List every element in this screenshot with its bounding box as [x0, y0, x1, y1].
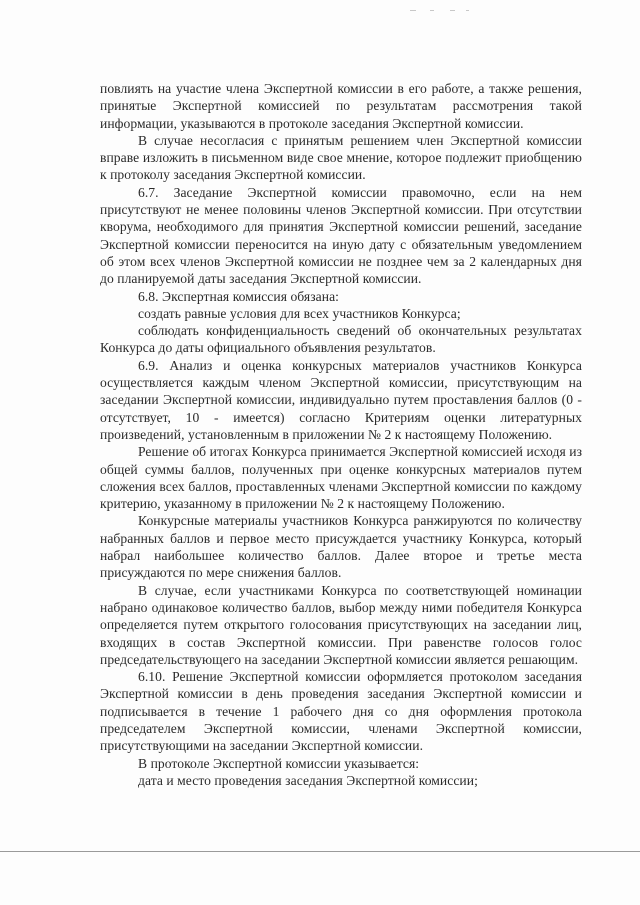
list-item-equal-conditions: создать равные условия для всех участников Конкурса;: [138, 305, 461, 321]
paragraph-tie-break: В случае, если участниками Конкурса по соответствующей номинации набрано одинаковое количество баллов, выбор между ними победителя Конкурса определяется путем открытого голосования присутствующих на заседании лиц, входящих в состав Экспертной комиссии. При равенстве голосов голос председательствующего на заседании Экспертной комиссии является решающим.: [100, 582, 582, 667]
list-item-date-place: дата и место проведения заседания Экспертной комиссии;: [138, 772, 478, 788]
document-body: [100, 80, 582, 789]
paragraph-continuation: повлиять на участие члена Экспертной комиссии в его работе, а также решения, принятые Экспертной комиссией по результатам рассмотрения такой информации, указываются в протоколе заседания Экспертной комиссии.: [100, 81, 582, 131]
scan-artifact: [450, 10, 455, 11]
paragraph-disagreement: В случае несогласия с принятым решением член Экспертной комиссии вправе изложить в письменном виде свое мнение, которое подлежит приобщению к протоколу заседания Экспертной комиссии.: [100, 132, 582, 183]
paragraph-6-9: 6.9. Анализ и оценка конкурсных материалов участников Конкурса осуществляется каждым членом Экспертной комиссии, присутствующим на заседании Экспертной комиссии, индивидуально путем проставления баллов (0 - отсутствует, 10 - имеется) согласно Критериям оценки литературных произведений, установленным в приложении № 2 к настоящему Положению.: [100, 357, 582, 442]
paragraph-protocol-contents: В протоколе Экспертной комиссии указывается:: [138, 755, 420, 771]
scan-artifact: [466, 10, 469, 11]
paragraph-6-10: 6.10. Решение Экспертной комиссии оформляется протоколом заседания Экспертной комиссии в день проведения заседания Экспертной комиссии и подписывается в течение 1 рабочего дня со дня оформления протокола председателем Экспертной комиссии, членами Экспертной комиссии, присутствующими на заседании Экспертной комиссии.: [100, 669, 582, 754]
scan-artifact: [430, 10, 434, 11]
paragraph-6-7: 6.7. Заседание Экспертной комиссии правомочно, если на нем присутствуют не менее половины членов Экспертной комиссии. При отсутствии кворума, необходимого для принятия Экспертной комиссии решений, заседание Экспертной комиссии переносится на иную дату с обязательным уведомлением об этом всех членов Экспертной комиссии не позднее чем за 2 календарных дня до планируемой даты заседания Экспертной комиссии.: [100, 184, 582, 287]
list-item-confidentiality: соблюдать конфиденциальность сведений об окончательных результатах Конкурса до даты официального объявления результатов.: [100, 323, 582, 356]
paragraph-ranking: Конкурсные материалы участников Конкурса ранжируются по количеству набранных баллов и первое место присуждается участнику Конкурса, который набрал наибольшее количество баллов. Далее второе и третье места присуждаются по мере снижения баллов.: [100, 513, 582, 581]
page-bottom-edge: [0, 851, 640, 852]
paragraph-6-8: 6.8. Экспертная комиссия обязана:: [138, 288, 339, 304]
scan-artifact: [410, 10, 416, 11]
paragraph-decision-results: Решение об итогах Конкурса принимается Экспертной комиссией исходя из общей суммы баллов, полученных при оценке конкурсных материалов путем сложения всех баллов, проставленных членами Экспертной комиссии по каждому критерию, указанному в приложении № 2 к настоящему Положению.: [100, 444, 582, 512]
